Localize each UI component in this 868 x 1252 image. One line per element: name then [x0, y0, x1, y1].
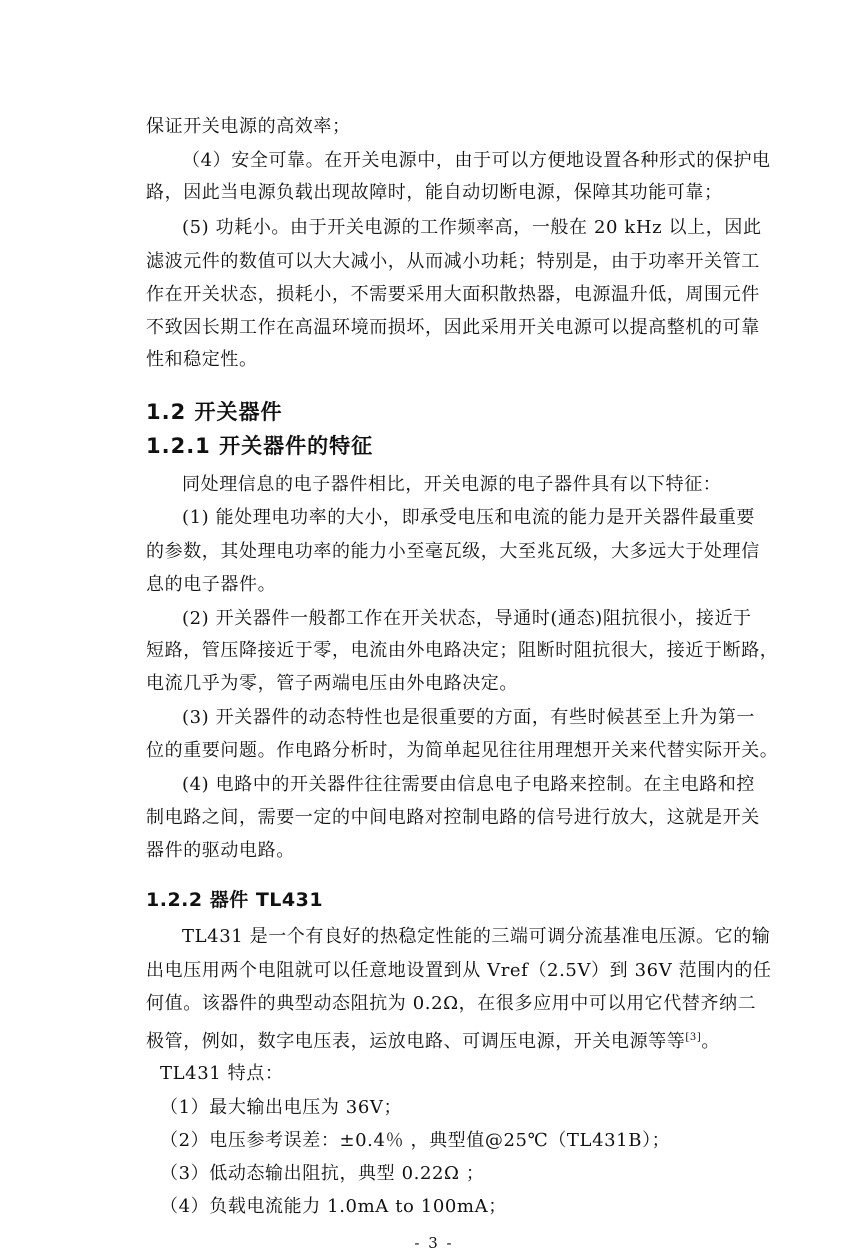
paragraph-line: 位的重要问题。作电路分析时，为简单起见往往用理想开关来代替实际开关。	[146, 740, 779, 761]
page-number: - 3 -	[414, 1234, 454, 1252]
paragraph-line: 器件的驱动电路。	[146, 840, 295, 861]
feature-item: （3）低动态输出阻抗，典型 0.22Ω ；	[160, 1163, 485, 1184]
paragraph-line	[146, 1026, 720, 1054]
line-end: 。	[701, 1031, 720, 1052]
feature-item: （1）最大输出电压为 36V；	[160, 1097, 403, 1118]
paragraph-line: (4) 电路中的开关器件往往需要由信息电子电路来控制。在主电路和控	[182, 774, 756, 795]
section-heading: 1.2 开关器件	[146, 400, 283, 424]
subsection-heading: 1.2.2 器件 TL431	[146, 889, 324, 911]
paragraph-line: 路，因此当电源负载出现故障时，能自动切断电源，保障其功能可靠；	[146, 182, 723, 203]
paragraph-line: 保证开关电源的高效率；	[146, 116, 351, 137]
paragraph-line: 性和稳定性。	[146, 349, 258, 370]
paragraph-line: 滤波元件的数值可以大大减小，从而减小功耗；特别是，由于功率开关管工	[146, 251, 760, 272]
paragraph-line: 同处理信息的电子器件相比，开关电源的电子器件具有以下特征：	[182, 474, 722, 495]
feature-item: （4）负载电流能力 1.0mA to 100mA；	[160, 1196, 507, 1217]
paragraph-line: 的参数，其处理电功率的能力小至毫瓦级，大至兆瓦级，大多远大于处理信	[146, 541, 760, 562]
paragraph-text: 极管，例如，数字电压表，运放电路、可调压电源，开关电源等等	[146, 1031, 686, 1052]
paragraph-line: 短路，管压降接近于零，电流由外电路决定；阻断时阻抗很大，接近于断路，	[146, 640, 779, 661]
paragraph-line: 息的电子器件。	[146, 574, 277, 595]
paragraph-line: 作在开关状态，损耗小，不需要采用大面积散热器，电源温升低，周围元件	[146, 284, 760, 305]
paragraph-line: 何值。该器件的典型动态阻抗为 0.2Ω，在很多应用中可以用它代替齐纳二	[146, 993, 757, 1014]
features-title: TL431 特点：	[160, 1063, 284, 1084]
paragraph-line: TL431 是一个有良好的热稳定性能的三端可调分流基准电压源。它的输	[182, 926, 771, 947]
paragraph-line: （4）安全可靠。在开关电源中，由于可以方便地设置各种形式的保护电	[182, 150, 771, 171]
paragraph-line: (1) 能处理电功率的大小，即承受电压和电流的能力是开关器件最重要	[182, 507, 756, 528]
citation-link[interactable]: [3]	[685, 1032, 702, 1043]
paragraph-line: 出电压用两个电阻就可以任意地设置到从 Vref（2.5V）到 36V 范围内的任	[146, 960, 772, 981]
paragraph-line: 电流几乎为零，管子两端电压由外电路决定。	[146, 673, 518, 694]
paragraph-line: 制电路之间，需要一定的中间电路对控制电路的信号进行放大，这就是开关	[146, 807, 760, 828]
subsection-heading: 1.2.1 开关器件的特征	[146, 434, 374, 458]
feature-item: （2）电压参考误差：±0.4％ ，典型值@25℃（TL431B）；	[160, 1130, 671, 1151]
paragraph-line: (5) 功耗小。由于开关电源的工作频率高，一般在 20 kHz 以上，因此	[182, 217, 762, 238]
paragraph-line: 不致因长期工作在高温环境而损坏，因此采用开关电源可以提高整机的可靠	[146, 317, 760, 338]
paragraph-line: (2) 开关器件一般都工作在开关状态，导通时(通态)阻抗很小，接近于	[182, 608, 752, 629]
paragraph-line: (3) 开关器件的动态特性也是很重要的方面，有些时候甚至上升为第一	[182, 707, 756, 728]
